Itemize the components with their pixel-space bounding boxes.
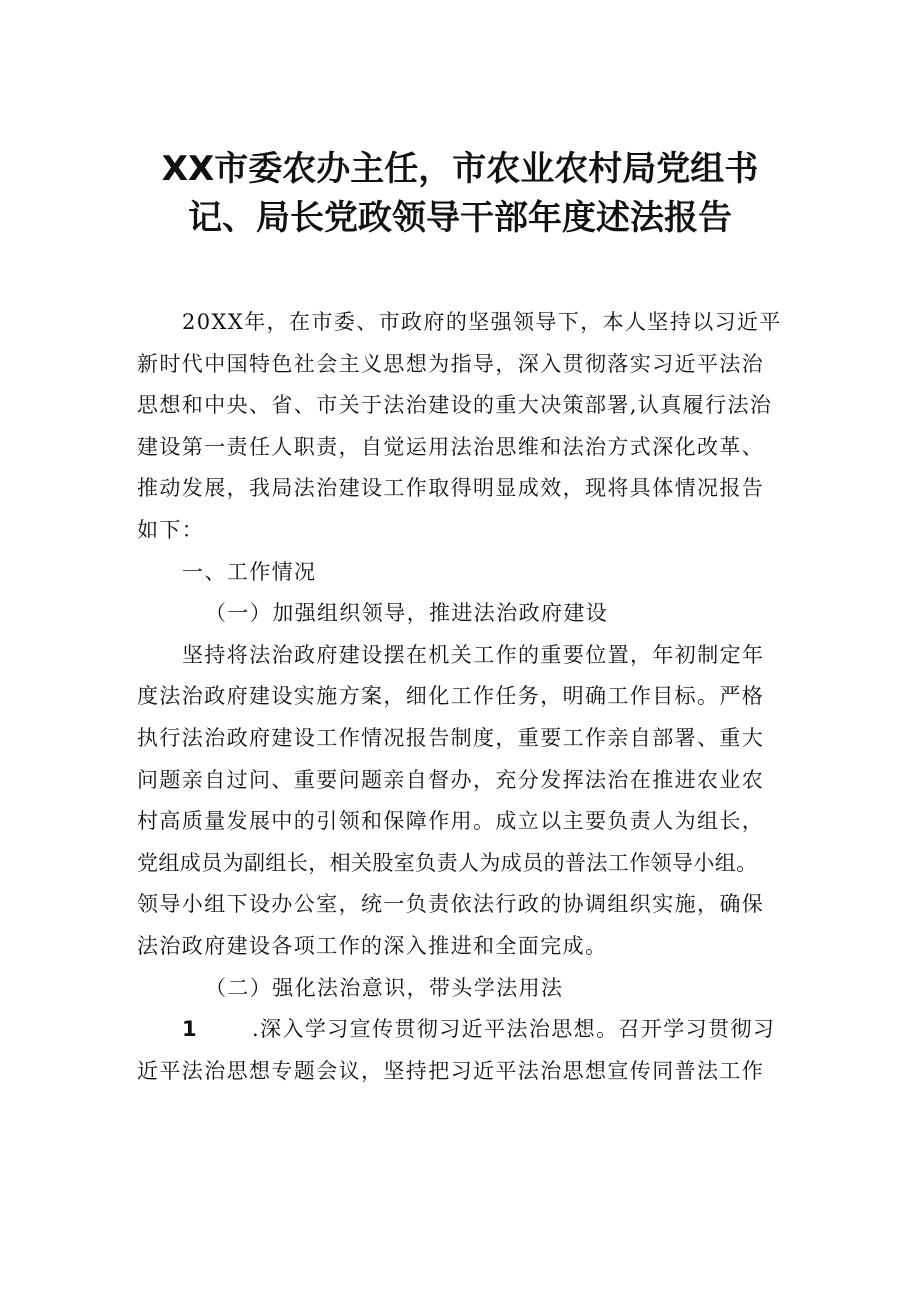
item-number: 1 (182, 1017, 199, 1042)
text-line: 村高质量发展中的引领和保障作用。成立以主要负责人为组长， (137, 809, 765, 834)
text-line: 执行法治政府建设工作情况报告制度，重要工作亲自部署、重大 (137, 725, 765, 750)
text-line (137, 1009, 797, 1051)
item-1-first-line: .深入学习宣传贯彻习近平法治思想。召开学习贯彻习 (252, 1017, 776, 1042)
text-line: 坚持将法治政府建设摆在机关工作的重要位置，年初制定年 (182, 642, 765, 667)
text-line: 推动发展，我局法治建设工作取得明显成效，现将具体情况报告 (137, 476, 765, 501)
section-heading-work-status: 一、工作情况 (182, 559, 317, 584)
text-line: 问题亲自过问、重要问题亲自督办，充分发挥法治在推进农业农 (137, 767, 765, 792)
document-title-line-2: 记、局长党政领导干部年度述法报告 (188, 198, 732, 238)
text-line: 建设第一责任人职责，自觉运用法治思维和法治方式深化改革、 (137, 434, 765, 459)
item-1-paragraph (137, 1009, 797, 1092)
subsection-1-paragraph (137, 635, 797, 968)
text-line: 度法治政府建设实施方案，细化工作任务，明确工作目标。严格 (137, 684, 765, 709)
text-line: 如下： (137, 517, 205, 542)
text-line: 党组成员为副组长，相关股室负责人为成员的普法工作领导小组。 (137, 850, 758, 875)
text-line: 新时代中国特色社会主义思想为指导，深入贯彻落实习近平法治 (137, 351, 765, 376)
document-title-line-1: XX市委农办主任，市农业农村局党组书 (161, 149, 759, 189)
subsection-heading-1: （一）加强组织领导，推进法治政府建设 (205, 601, 609, 626)
text-line: 近平法治思想专题会议，坚持把习近平法治思想宣传同普法工作 (137, 1058, 765, 1083)
text-line: 20XX年，在市委、市政府的坚强领导下，本人坚持以习近平 (182, 310, 782, 334)
text-line: 思想和中央、省、市关于法治建设的重大决策部署,认真履行法治 (137, 393, 773, 418)
document-body (137, 302, 797, 1092)
intro-paragraph (137, 302, 797, 552)
subsection-heading-2: （二）强化法治意识，带头学法用法 (205, 975, 564, 1000)
text-line: 领导小组下设办公室，统一负责依法行政的协调组织实施，确保 (137, 892, 765, 917)
text-line: 法治政府建设各项工作的深入推进和全面完成。 (137, 933, 608, 958)
